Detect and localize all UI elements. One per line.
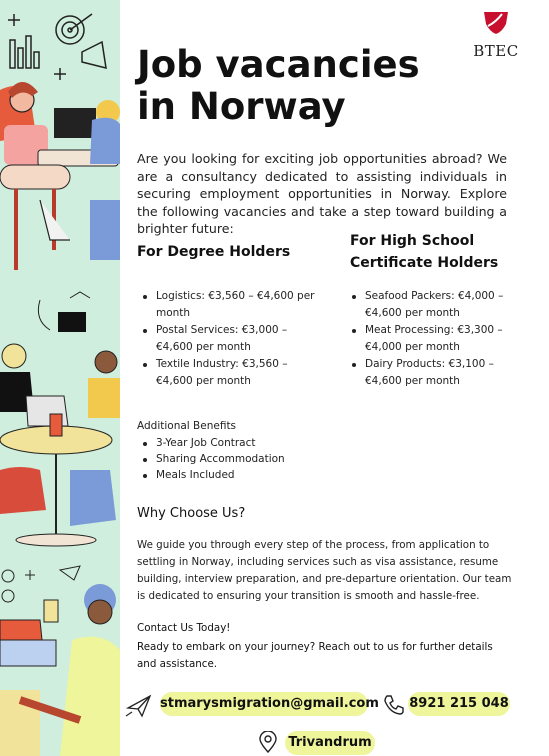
btec-shield-icon xyxy=(482,10,510,36)
list-item: 3-Year Job Contract xyxy=(138,435,338,451)
intro-paragraph: Are you looking for exciting job opportunities abroad? We are a consultancy dedicated to assisting individuals in securing employment opportunities in Norway. Explore the following vacancies and take a step toward building a brighter future: xyxy=(137,151,507,236)
list-item: Logistics: €3,560 – €4,600 per month xyxy=(138,288,318,322)
location-label: Trivandrum xyxy=(285,731,375,755)
phone-link[interactable]: 8921 215 048 xyxy=(408,692,510,716)
contact-heading: Contact Us Today! xyxy=(137,622,231,634)
why-paragraph: We guide you through every step of the process, from application to settling in Norway, including services such as visa assistance, resume building, interview preparation, and pre-departure orientation. Our team is dedicated to ensuring your transition is smooth and hassle-free. xyxy=(137,539,512,602)
logo-text: BTEC xyxy=(473,42,519,60)
illustration-sidebar xyxy=(0,0,120,756)
degree-jobs-list xyxy=(138,288,318,390)
why-heading: Why Choose Us? xyxy=(137,506,246,521)
highschool-heading: For High School Certificate Holders xyxy=(350,233,499,271)
list-item: Postal Services: €3,000 – €4,600 per month xyxy=(138,322,318,356)
list-item: Dairy Products: €3,100 – €4,600 per month xyxy=(347,356,507,390)
list-item: Textile Industry: €3,560 – €4,600 per month xyxy=(138,356,318,390)
page-title: Job vacancies in Norway xyxy=(137,43,420,128)
btec-logo xyxy=(466,10,526,60)
contact-paragraph: Ready to embark on your journey? Reach out to us for further details and assistance. xyxy=(137,641,493,670)
highschool-jobs-list xyxy=(347,288,507,390)
benefits-list xyxy=(138,435,338,483)
location-pin-icon xyxy=(259,731,277,753)
list-item: Seafood Packers: €4,000 – €4,600 per month xyxy=(347,288,507,322)
list-item: Sharing Accommodation xyxy=(138,451,338,467)
degree-holders-heading: For Degree Holders xyxy=(137,244,291,260)
phone-icon xyxy=(382,694,404,716)
benefits-title: Additional Benefits xyxy=(137,420,237,432)
list-item: Meals Included xyxy=(138,467,338,483)
list-item: Meat Processing: €3,300 – €4,000 per month xyxy=(347,322,507,356)
office-people-illustration xyxy=(0,0,120,756)
paper-plane-icon xyxy=(124,692,154,720)
email-link[interactable]: stmarysmigration@gmail.com xyxy=(160,692,368,716)
